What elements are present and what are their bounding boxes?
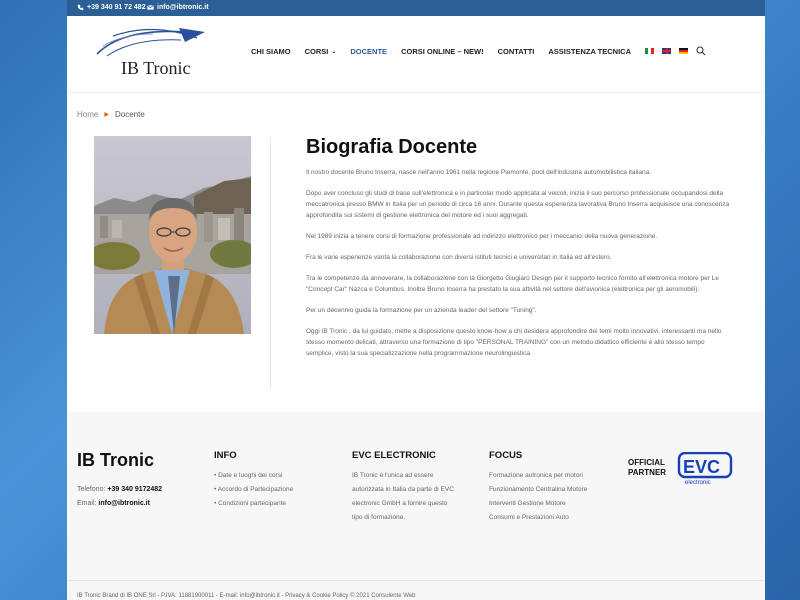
footer xyxy=(67,412,765,580)
footer-focus-column xyxy=(489,450,587,525)
teacher-photo xyxy=(94,136,251,334)
breadcrumb-current: Docente xyxy=(114,110,145,119)
evc-partner-badge[interactable] xyxy=(627,452,737,486)
badge-partner-text: PARTNER xyxy=(628,468,667,477)
search-icon[interactable] xyxy=(696,46,706,56)
bio-paragraph: Il nostro docente Bruno Inserra, nasce nell'anno 1961 nella regione Piemonte, pool dell'industria automobilistica italiana. xyxy=(306,169,652,176)
english-flag-icon[interactable] xyxy=(662,48,671,54)
nav-label: CORSI xyxy=(304,46,329,56)
nav-item-docente[interactable] xyxy=(350,47,387,56)
footer-info-link[interactable]: • Date e luoghi dei corsi xyxy=(214,472,283,479)
topbar-email[interactable] xyxy=(147,4,209,11)
footer-phone[interactable]: +39 340 9172482 xyxy=(107,486,163,493)
mail-icon xyxy=(147,4,154,11)
footer-evc-text: electronic GmbH a fornire questo xyxy=(352,500,448,507)
page xyxy=(67,0,765,600)
nav-label: CORSI ONLINE – NEW! xyxy=(401,46,484,56)
link-label: Date e luoghi dei corsi xyxy=(218,472,283,479)
footer-evc-column xyxy=(352,450,454,525)
bio-paragraph: Oggi IB Tronic , da lui guidato, mette a disposizione questo know-how a chi desidera approfondire dei temi molto innovativi, interessanti ma nello stesso momento delicati, attraverso una formazione di tipo "PERSONAL TRAINING" con un metodo didattico efficiente e allo stesso tempo semplice, visto la sua specializzazione nella programmazione neurolinguistica. xyxy=(306,328,722,357)
link-label: Accordo di Partecipazione xyxy=(217,486,294,493)
link-label: Condizioni partecipante xyxy=(218,500,287,507)
footer-email[interactable]: info@ibtronic.it xyxy=(98,500,150,507)
bio-paragraph: Dopo aver concluso gli studi di base sull'elettronica e in particolar modo applicata al veicoli, inizia il suo percorso professionale occupandosi della meccatronica presso BMW in Italia per un periodo di circa 16 anni. Durante questa esperienza lavorativa Bruno Inserra acquisisce una conoscenza approfondita sui sistemi di gestione elettronica del motore ed i suoi aggregati. xyxy=(306,190,730,219)
bio-paragraph: Tra le competenze da annoverare, la collaborazione con la Giorgetto Giugiaro Design per il supporto tecnico fornito all'elettronica motore per Le "Concept Car" Nàzca e Columbus. Inoltre Bruno Inserra ha prestato la sua attività nel settore dell'avionica (elettronica per gli aeromobili). xyxy=(306,275,719,293)
footer-brand: IB Tronic xyxy=(77,450,155,470)
bio-paragraph: Per un decennio guida la formazione per un azienda leader del settore "Tuning". xyxy=(306,307,537,314)
email-label: Email: xyxy=(77,500,97,507)
site-logo[interactable] xyxy=(93,24,213,84)
badge-evc-text: EVC xyxy=(683,457,721,477)
topbar-phone-text: +39 340 91 72 482 xyxy=(87,4,146,11)
nav-item-assistenza-tecnica[interactable] xyxy=(548,47,631,56)
chevron-right-icon: ▶ xyxy=(104,112,109,118)
content-divider xyxy=(270,138,271,388)
bio-paragraph: Fra le varie esperienze vanta la collaborazione con diversi istituti tecnici e universitari in Italia ed all'estero. xyxy=(306,254,612,261)
nav-item-corsi-online[interactable] xyxy=(401,47,484,56)
footer-evc-text: IB Tronic è l'unica ad essere xyxy=(352,472,434,479)
header xyxy=(67,16,765,93)
footer-info-title: INFO xyxy=(214,450,237,461)
footer-focus-link[interactable]: Funzionamento Centralina Motore xyxy=(489,486,588,493)
biography-section xyxy=(306,136,731,369)
logo-text: IB Tronic xyxy=(121,58,191,78)
topbar-email-text: info@ibtronic.it xyxy=(157,4,209,11)
footer-focus-link[interactable]: Interventi Gestione Motore xyxy=(489,500,566,507)
footer-info-link[interactable]: • Condizioni partecipante xyxy=(214,500,287,507)
bottom-bar xyxy=(67,580,765,600)
footer-info-column xyxy=(214,450,293,511)
breadcrumb-home-link[interactable]: Home xyxy=(77,110,99,119)
footer-focus-link[interactable]: Consumi e Prestazioni Auto xyxy=(489,514,569,521)
chevron-down-icon: ⌄ xyxy=(331,48,337,55)
footer-focus-title: FOCUS xyxy=(489,450,523,461)
main-nav xyxy=(251,46,706,56)
bio-paragraph: Nel 1989 inizia a tenere corsi di formazione professionale ad indirizzo elettronico per i meccanici della nuova generazione. xyxy=(306,233,658,240)
nav-item-contatti[interactable] xyxy=(498,47,535,56)
phone-label: Telefono: xyxy=(77,486,106,493)
top-bar xyxy=(67,0,765,16)
breadcrumb xyxy=(77,110,145,119)
german-flag-icon[interactable] xyxy=(679,48,688,54)
copyright-text: IB Tronic Brand di IB ONE Srl - P.IVA: 11881900011 - E-mail: info@ibtronic.it - Privacy & Cookie Policy © 2021 Consulente Web xyxy=(77,593,416,599)
italian-flag-icon[interactable] xyxy=(645,48,654,54)
badge-electronic-text: electronic xyxy=(685,480,711,486)
nav-label: CONTATTI xyxy=(497,46,535,56)
nav-item-chi-siamo[interactable] xyxy=(251,47,291,56)
footer-evc-text: autorizzata in Italia da parte di EVC xyxy=(352,486,454,493)
nav-label: CHI SIAMO xyxy=(251,46,291,56)
nav-item-corsi[interactable] xyxy=(305,47,337,56)
footer-contact xyxy=(77,483,162,511)
nav-label: ASSISTENZA TECNICA xyxy=(548,46,632,56)
badge-official-text: OFFICIAL xyxy=(628,458,665,467)
footer-info-link[interactable]: • Accordo di Partecipazione xyxy=(214,486,294,493)
phone-icon xyxy=(77,4,84,11)
page-title: Biografia Docente xyxy=(306,136,478,158)
nav-label: DOCENTE xyxy=(350,46,388,56)
footer-focus-link[interactable]: Formazione autronica per motori xyxy=(489,472,583,479)
footer-evc-text: tipo di formazione. xyxy=(352,514,406,521)
footer-evc-title: EVC ELECTRONIC xyxy=(352,450,436,461)
topbar-phone[interactable] xyxy=(77,4,146,11)
